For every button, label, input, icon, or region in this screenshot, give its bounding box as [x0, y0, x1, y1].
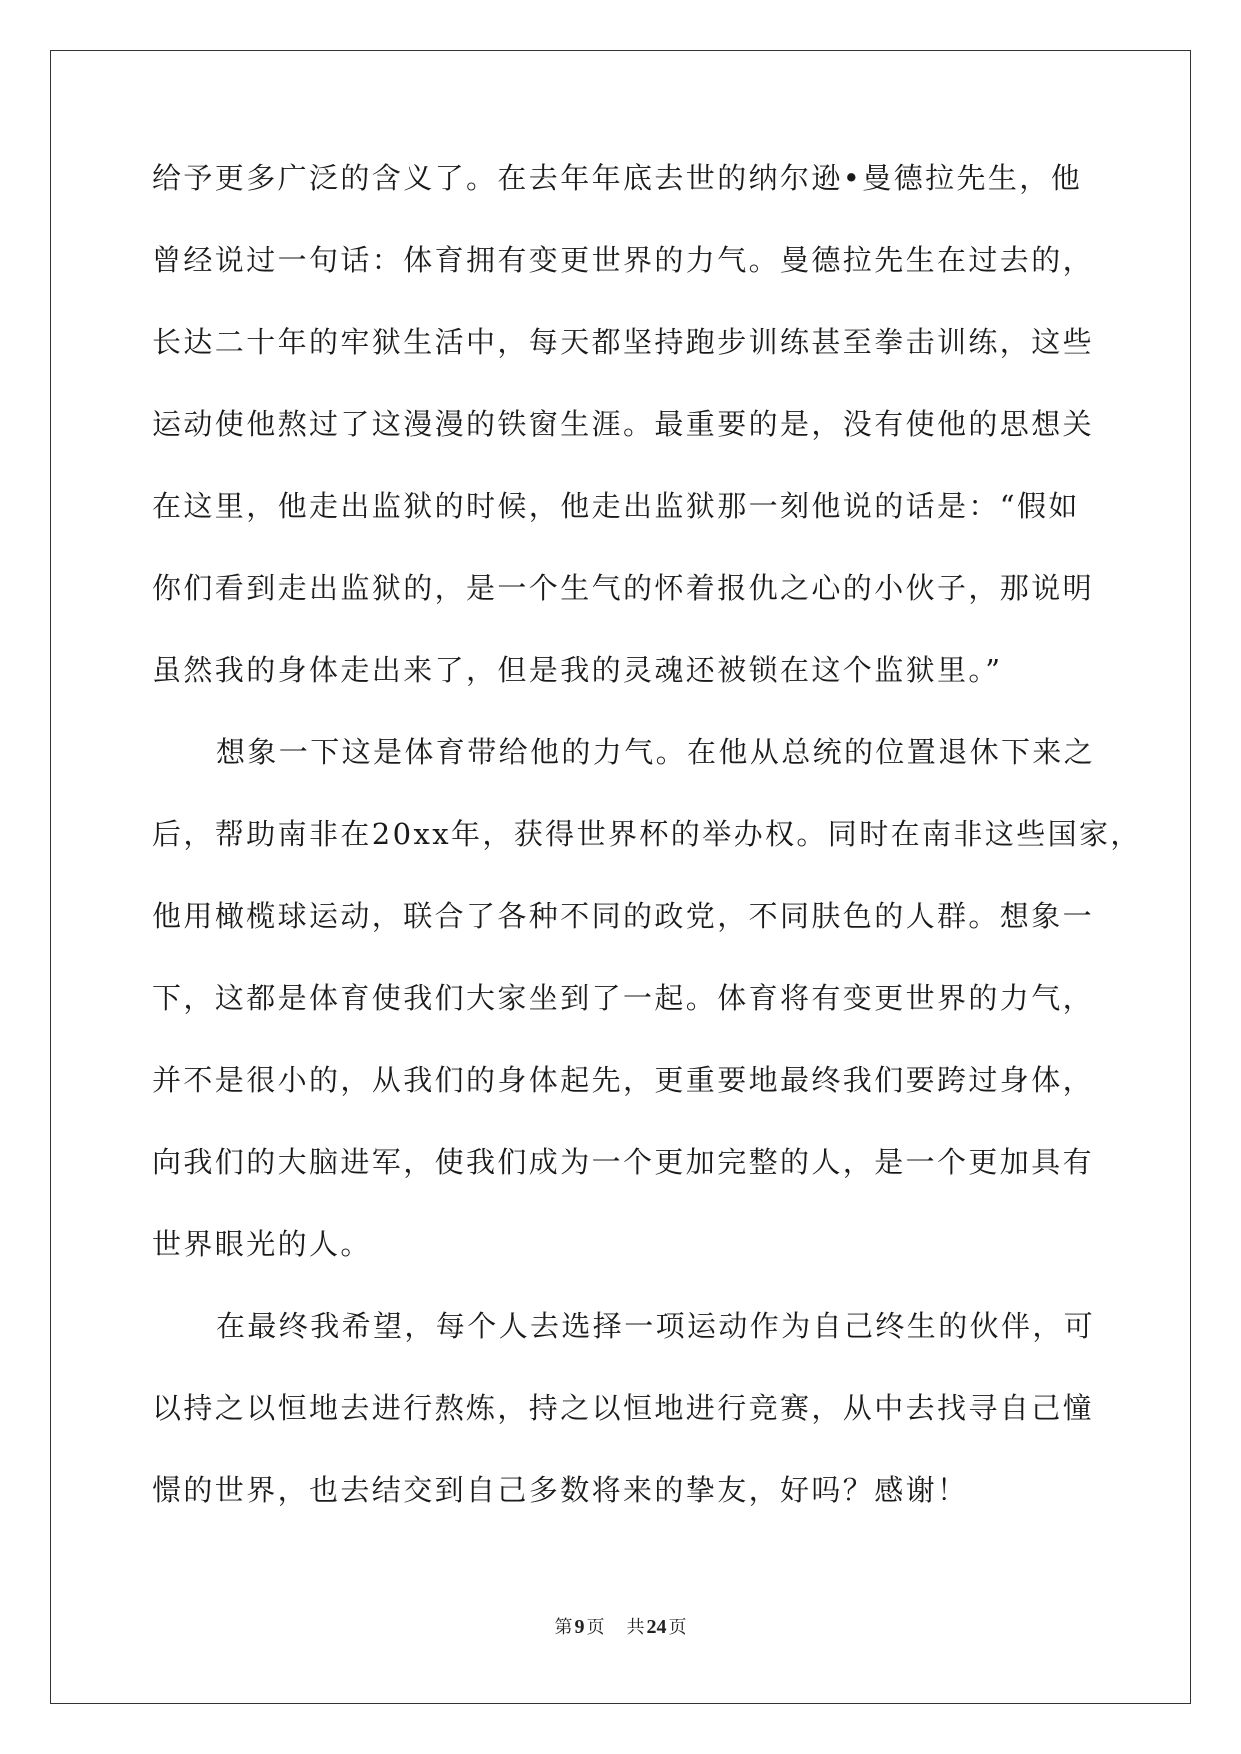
text-line: 下，这都是体育使我们大家坐到了一起。体育将有变更世界的力气， [152, 981, 1095, 1015]
document-body [152, 160, 1142, 1554]
text-line: 后，帮助南非在20xx年，获得世界杯的举办权。同时在南非这些国家， [152, 817, 1142, 851]
text-line: 憬的世界，也去结交到自己多数将来的挚友，好吗？感谢！ [152, 1473, 969, 1507]
text-line: 你们看到走出监狱的，是一个生气的怀着报仇之心的小伙子，那说明 [152, 571, 1095, 605]
text-line: 长达二十年的牢狱生活中，每天都坚持跑步训练甚至拳击训练，这些 [152, 325, 1095, 359]
text-line: 在这里，他走出监狱的时候，他走出监狱那一刻他说的话是：“假如 [152, 489, 1080, 523]
text-line: 并不是很小的，从我们的身体起先，更重要地最终我们要跨过身体， [152, 1063, 1095, 1097]
text-line: 世界眼光的人。 [152, 1227, 372, 1261]
page-prefix: 第 [554, 1617, 573, 1638]
paragraph-start-line: 想象一下这是体育带给他的力气。在他从总统的位置退休下来之 [216, 735, 1096, 769]
text-line: 运动使他熬过了这漫漫的铁窗生涯。最重要的是，没有使他的思想关 [152, 407, 1095, 441]
text-line: 他用橄榄球运动，联合了各种不同的政党，不同肤色的人群。想象一 [152, 899, 1095, 933]
text-line: 曾经说过一句话：体育拥有变更世界的力气。曼德拉先生在过去的， [152, 243, 1095, 277]
page-suffix: 页 [586, 1617, 605, 1638]
text-line: 以持之以恒地去进行熬炼，持之以恒地进行竞赛，从中去找寻自己憧 [152, 1391, 1095, 1425]
total-prefix: 共 [626, 1617, 645, 1638]
page-footer [0, 1613, 1241, 1639]
text-line: 向我们的大脑进军，使我们成为一个更加完整的人，是一个更加具有 [152, 1145, 1095, 1179]
page-number: 9 [574, 1616, 585, 1638]
text-line: 虽然我的身体走出来了，但是我的灵魂还被锁在这个监狱里。” [152, 653, 1003, 687]
total-suffix: 页 [668, 1617, 687, 1638]
text-line: 给予更多广泛的含义了。在去年年底去世的纳尔逊•曼德拉先生，他 [152, 161, 1083, 195]
total-pages: 24 [646, 1616, 667, 1638]
paragraph-start-line: 在最终我希望，每个人去选择一项运动作为自己终生的伙伴，可 [216, 1309, 1096, 1343]
